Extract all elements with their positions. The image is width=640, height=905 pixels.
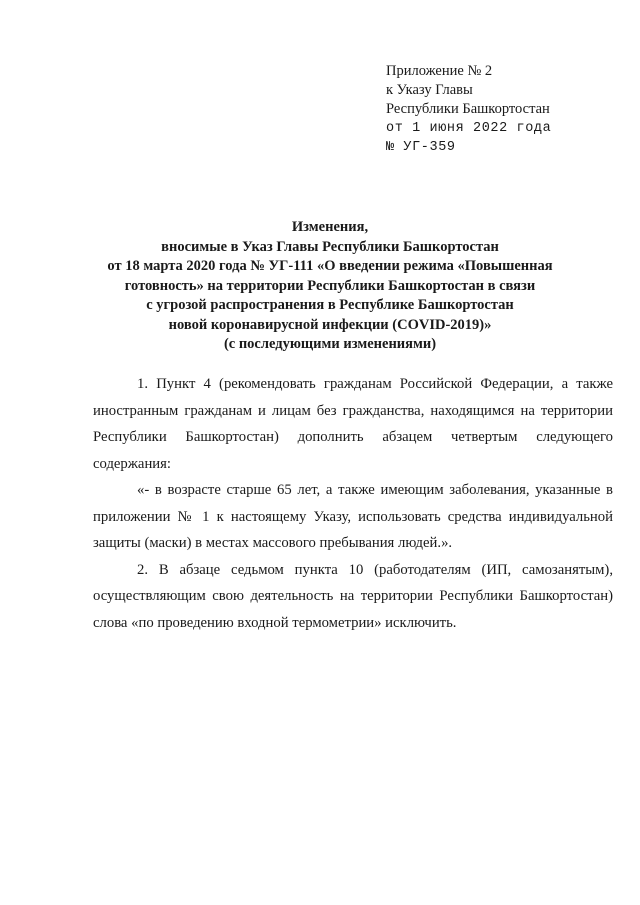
document-body bbox=[93, 371, 613, 636]
title-line: (с последующими изменениями) bbox=[223, 336, 437, 352]
title-line: с угрозой распространения в Республике Башкортостан bbox=[146, 297, 514, 313]
appendix-republic: Республики Башкортостан bbox=[386, 101, 550, 117]
title-line: Изменения, bbox=[291, 219, 369, 235]
appendix-date: от 1 июня 2022 года bbox=[386, 121, 552, 136]
title-line: от 18 марта 2020 года № УГ-111 «О введении режима «Повышенная bbox=[107, 258, 553, 274]
title-line: готовность» на территории Республики Башкортостан в связи bbox=[124, 277, 536, 294]
paragraph-quote: «- в возрасте старше 65 лет, а также имеющим заболевания, указанные в приложении № 1 к настоящему Указу, использовать средства индивидуальной защиты (маски) в местах массового пребывания людей.». bbox=[93, 482, 613, 551]
title-line: новой коронавирусной инфекции (COVID-2019)» bbox=[168, 316, 492, 333]
appendix-header bbox=[386, 62, 626, 157]
document-title bbox=[105, 218, 555, 355]
appendix-decree-ref: к Указу Главы bbox=[386, 82, 473, 98]
appendix-decree-number: № УГ-359 bbox=[386, 140, 456, 155]
paragraph-1: 1. Пункт 4 (рекомендовать гражданам Российской Федерации, а также иностранным гражданам и лицам без гражданства, находящимся на территории Республики Башкортостан) дополнить абзацем четвертым следующего содержания: bbox=[93, 376, 613, 472]
paragraph-2: 2. В абзаце седьмом пункта 10 (работодателям (ИП, самозанятым), осуществляющим свою деятельность на территории Республики Башкортостан) слова «по проведению входной термометрии» исключить. bbox=[93, 561, 613, 631]
title-line: вносимые в Указ Главы Республики Башкортостан bbox=[161, 238, 499, 255]
appendix-number-label: Приложение № 2 bbox=[386, 63, 493, 79]
